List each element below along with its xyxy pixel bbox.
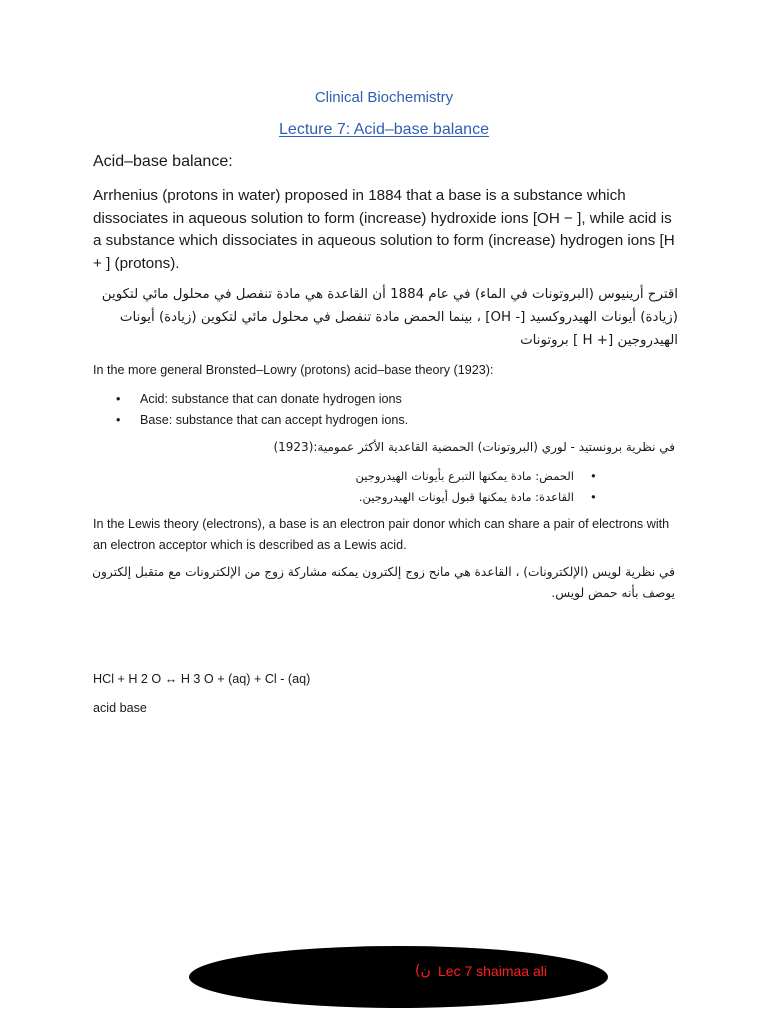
bullet-dot: • — [590, 489, 597, 504]
list-item-text: الحمض: مادة يمكنها التبرع بأيونات الهيدروجين — [355, 469, 574, 483]
bronsted-paragraph: In the more general Bronsted–Lowry (protons) acid–base theory (1923): — [93, 363, 494, 377]
lecture-title — [0, 121, 768, 139]
bullet-dot: • — [590, 469, 597, 483]
footer-label: Lec 7 shaimaa ali — [438, 963, 547, 979]
lewis-paragraph-arabic: في نظرية لويس (الإلكترونات) ، القاعدة هي مانح زوج إلكترون يمكنه مشاركة زوج من الإلكترونات مع متقبل إلكترون يوصف بأنه حمض لويس. — [92, 565, 675, 600]
list-item: • Base: substance that can accept hydrogen ions. — [113, 410, 408, 431]
bronsted-paragraph-arabic: في نظرية برونستيد - لوري (البروتونات) الحمضية القاعدية الأكثر عمومية:(1923) — [273, 440, 675, 454]
lewis-paragraph: In the Lewis theory (electrons), a base is an electron pair donor which can share a pair of electrons with an electron acceptor which is described as a Lewis acid. — [93, 517, 670, 552]
course-title: Clinical Biochemistry — [314, 89, 454, 106]
lecture-title-text: Lecture 7: Acid–base balance — [279, 121, 489, 138]
bronsted-bullet-list-arabic — [175, 466, 675, 507]
arrhenius-paragraph-arabic: اقترح أرينيوس (البروتونات في الماء) في عام 1884 أن القاعدة هي مادة تنفصل في محلول مائي لتكوين (زيادة) أيونات الهيدروكسيد [- OH] ، بينما الحمض مادة تنفصل في محلول مائي لتكوين (زيادة) أيونات الهيدروجين [+ H ] بروتونات — [101, 287, 678, 348]
footer-glyph: (ن — [415, 963, 431, 979]
list-item — [175, 487, 675, 508]
list-item — [175, 466, 675, 487]
reaction-equation: HCl + H 2 O ↔ H 3 O + (aq) + Cl - (aq) — [93, 672, 311, 686]
bronsted-bullet-list — [113, 389, 408, 430]
arrhenius-paragraph: Arrhenius (protons in water) proposed in 1884 that a base is a substance which dissociates in aqueous solution to form (increase) hydroxide ions [OH − ], while acid is a substance which dissociates in aqueous solution to form (increase) hydrogen ions [H + ] (protons). — [93, 187, 675, 272]
list-item: • Acid: substance that can donate hydrogen ions — [113, 389, 408, 410]
equation-labels: acid base — [93, 701, 147, 715]
section-heading: Acid–base balance: — [93, 153, 233, 170]
list-item-text: القاعدة: مادة يمكنها قبول أيونات الهيدروجين. — [358, 489, 574, 504]
